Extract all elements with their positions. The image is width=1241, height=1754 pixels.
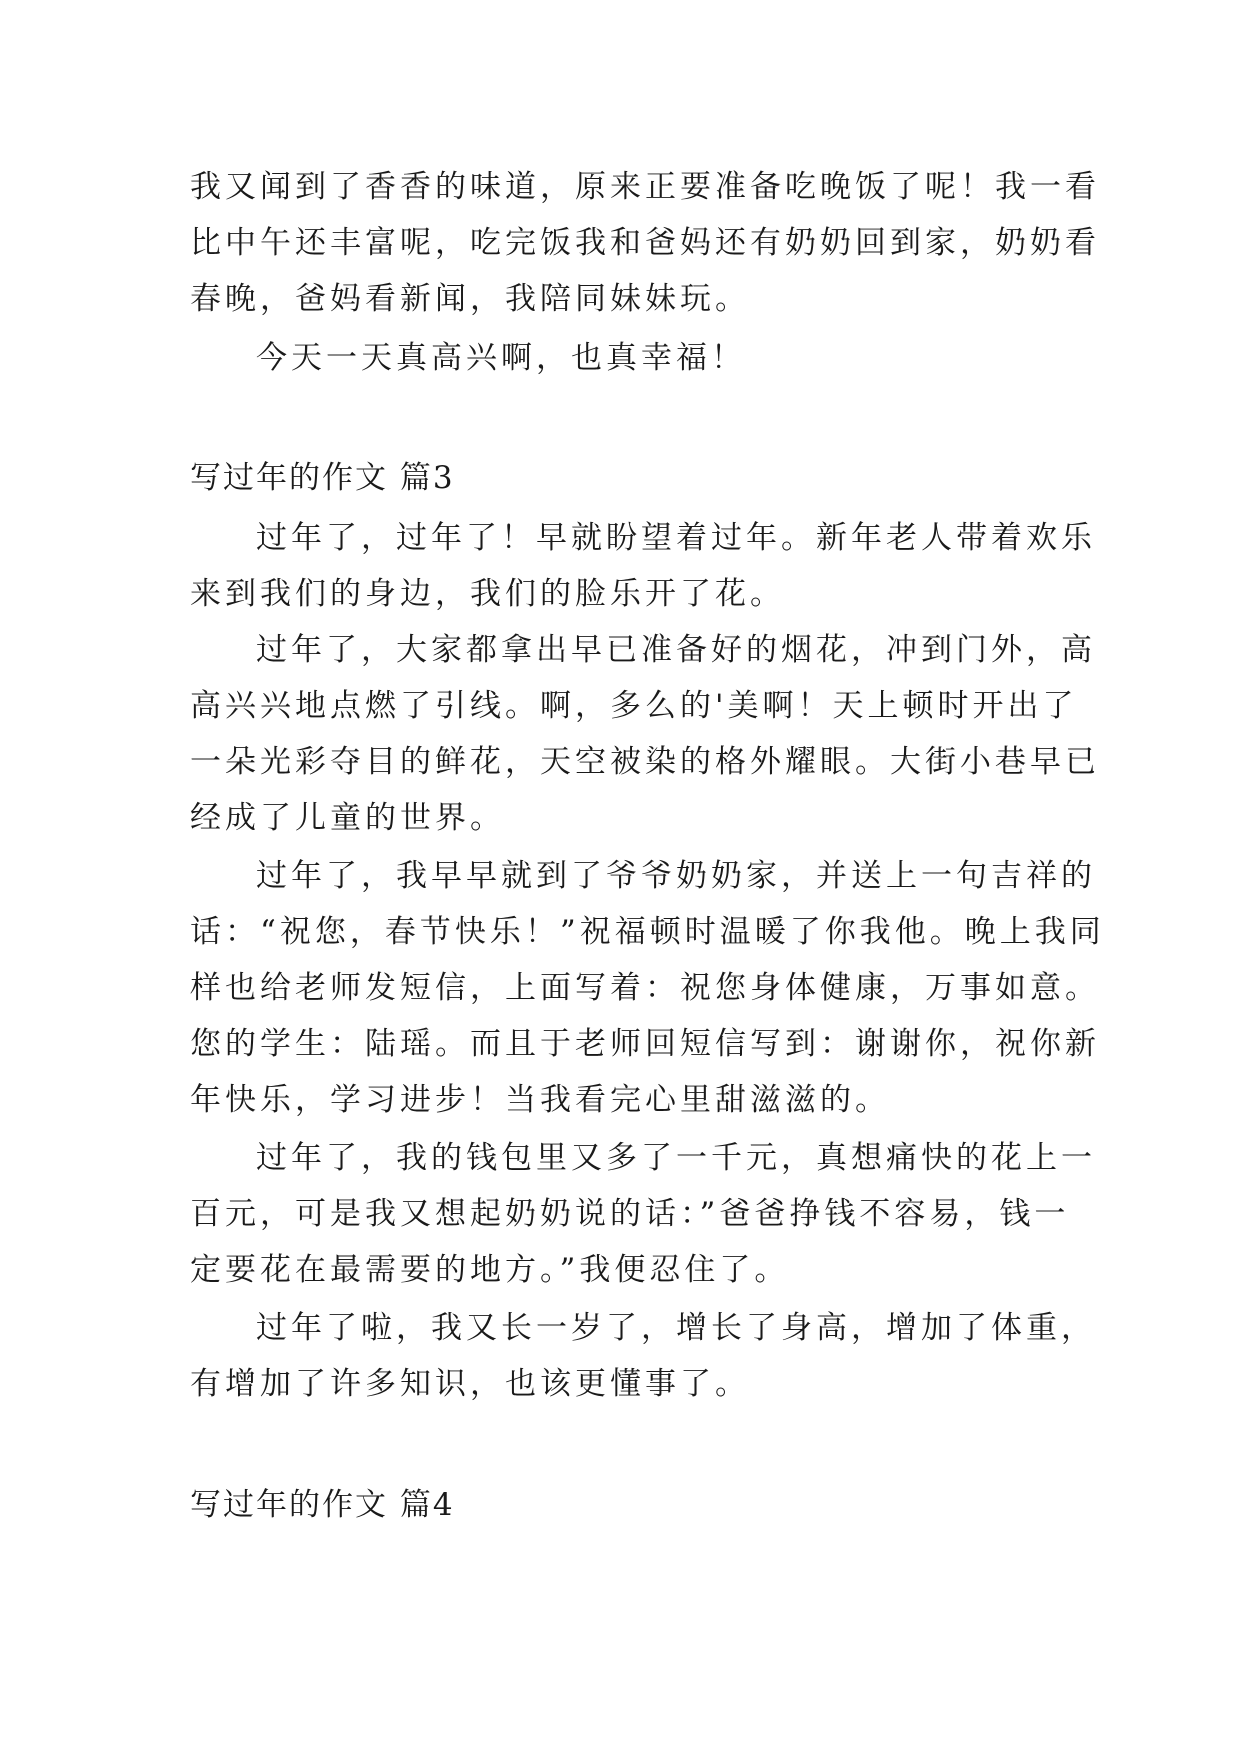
body-line: 一朵光彩夺目的鲜花，天空被染的格外耀眼。大街小巷早已 [190,744,1100,780]
body-line: 百元，可是我又想起奶奶说的话：”爸爸挣钱不容易，钱一 [190,1196,1070,1232]
body-line: 话：“祝您，春节快乐！”祝福顿时温暖了你我他。晚上我同 [190,914,1105,950]
document-page [190,0,1105,1754]
body-line: 比中午还丰富呢，吃完饭我和爸妈还有奶奶回到家，奶奶看 [190,225,1100,261]
body-line: 高兴兴地点燃了引线。啊，多么的'美啊！天上顿时开出了 [190,688,1078,724]
body-line: 过年了，我的钱包里又多了一千元，真想痛快的花上一 [256,1140,1096,1176]
body-line: 来到我们的身边，我们的脸乐开了花。 [190,576,785,612]
section-heading: 写过年的作文 篇3 [190,460,455,496]
body-line: 春晚，爸妈看新闻，我陪同妹妹玩。 [190,281,750,317]
body-line: 您的学生：陆瑶。而且于老师回短信写到：谢谢你，祝你新 [190,1026,1100,1062]
section-heading: 写过年的作文 篇4 [190,1487,455,1523]
body-line: 过年了，过年了！早就盼望着过年。新年老人带着欢乐 [256,520,1096,556]
body-line: 年快乐，学习进步！当我看完心里甜滋滋的。 [190,1082,890,1118]
body-line: 过年了，大家都拿出早已准备好的烟花，冲到门外，高 [256,632,1096,668]
body-line: 过年了，我早早就到了爷爷奶奶家，并送上一句吉祥的 [256,858,1096,894]
body-line: 今天一天真高兴啊，也真幸福！ [256,340,746,376]
body-line: 定要花在最需要的地方。”我便忍住了。 [190,1252,790,1288]
body-line: 有增加了许多知识，也该更懂事了。 [190,1366,750,1402]
body-line: 过年了啦，我又长一岁了，增长了身高，增加了体重， [256,1310,1096,1346]
body-line: 我又闻到了香香的味道，原来正要准备吃晚饭了呢！我一看 [190,169,1100,205]
body-line: 经成了儿童的世界。 [190,800,505,836]
body-line: 样也给老师发短信，上面写着：祝您身体健康，万事如意。 [190,970,1100,1006]
